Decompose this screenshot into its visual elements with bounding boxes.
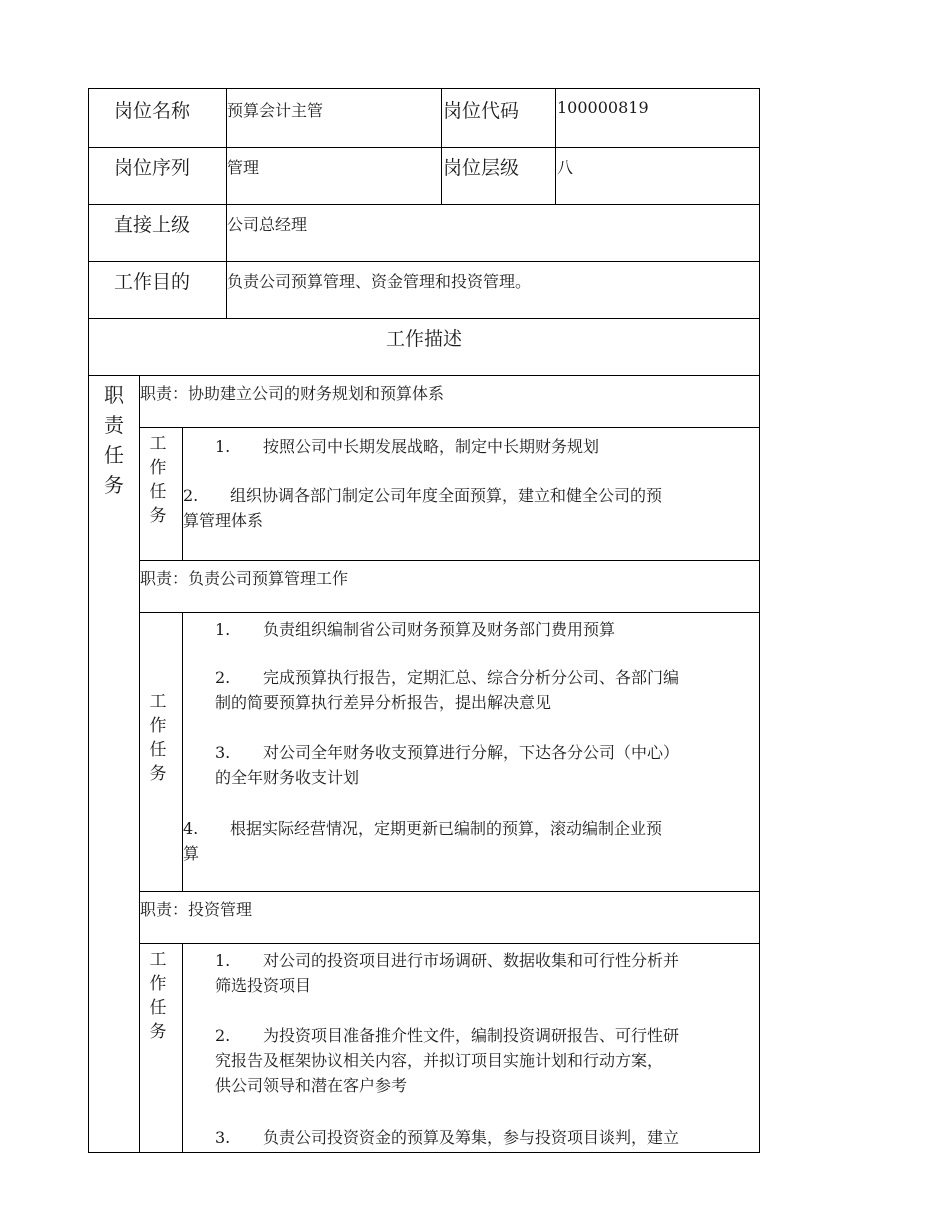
task-item: 2. 完成预算执行报告，定期汇总、综合分析分公司、各部门编 制的简要预算执行差异分析报告，提出解决意见 (215, 668, 680, 712)
description-title: 工作描述 (385, 328, 462, 350)
position-name-value: 预算会计主管 (227, 101, 324, 120)
sequence-label: 岗位序列 (114, 157, 191, 179)
task-label: 工 作 任 务 (149, 692, 167, 784)
task-item: 3. 负责公司投资资金的预算及筹集，参与投资项目谈判，建立 (215, 1128, 680, 1147)
purpose-label: 工作目的 (114, 271, 191, 293)
duty-title: 职责：投资管理 (140, 900, 253, 919)
superior-value: 公司总经理 (227, 215, 308, 234)
position-code-label: 岗位代码 (443, 100, 520, 122)
task-item: 3. 对公司全年财务收支预算进行分解，下达各分公司（中心） 的全年财务收支计划 (215, 743, 680, 787)
position-code-value: 100000819 (557, 98, 649, 117)
sequence-value: 管理 (227, 158, 260, 177)
task-item: 2. 组织协调各部门制定公司年度全面预算，建立和健全公司的预 算管理体系 (183, 486, 663, 530)
duties-side-label: 职 责 任 务 (104, 383, 124, 497)
level-value: 八 (557, 158, 574, 177)
task-item: 2. 为投资项目准备推介性文件，编制投资调研报告、可行性研 究报告及框架协议相关内容，并拟订项目实施计划和行动方案， 供公司领导和潜在客户参考 (215, 1026, 680, 1095)
position-name-label: 岗位名称 (114, 100, 191, 122)
task-label: 工 作 任 务 (149, 434, 167, 526)
task-item: 4. 根据实际经营情况，定期更新已编制的预算，滚动编制企业预 算 (183, 819, 663, 863)
level-label: 岗位层级 (443, 157, 520, 179)
duty-title: 职责：协助建立公司的财务规划和预算体系 (140, 384, 445, 403)
task-item: 1. 负责组织编制省公司财务预算及财务部门费用预算 (215, 620, 616, 639)
task-label: 工 作 任 务 (149, 950, 167, 1042)
duty-title: 职责：负责公司预算管理工作 (140, 569, 349, 588)
purpose-value: 负责公司预算管理、资金管理和投资管理。 (227, 272, 532, 291)
superior-label: 直接上级 (114, 214, 191, 236)
task-item: 1. 对公司的投资项目进行市场调研、数据收集和可行性分析并 筛选投资项目 (215, 951, 680, 995)
task-item: 1. 按照公司中长期发展战略，制定中长期财务规划 (215, 437, 600, 456)
